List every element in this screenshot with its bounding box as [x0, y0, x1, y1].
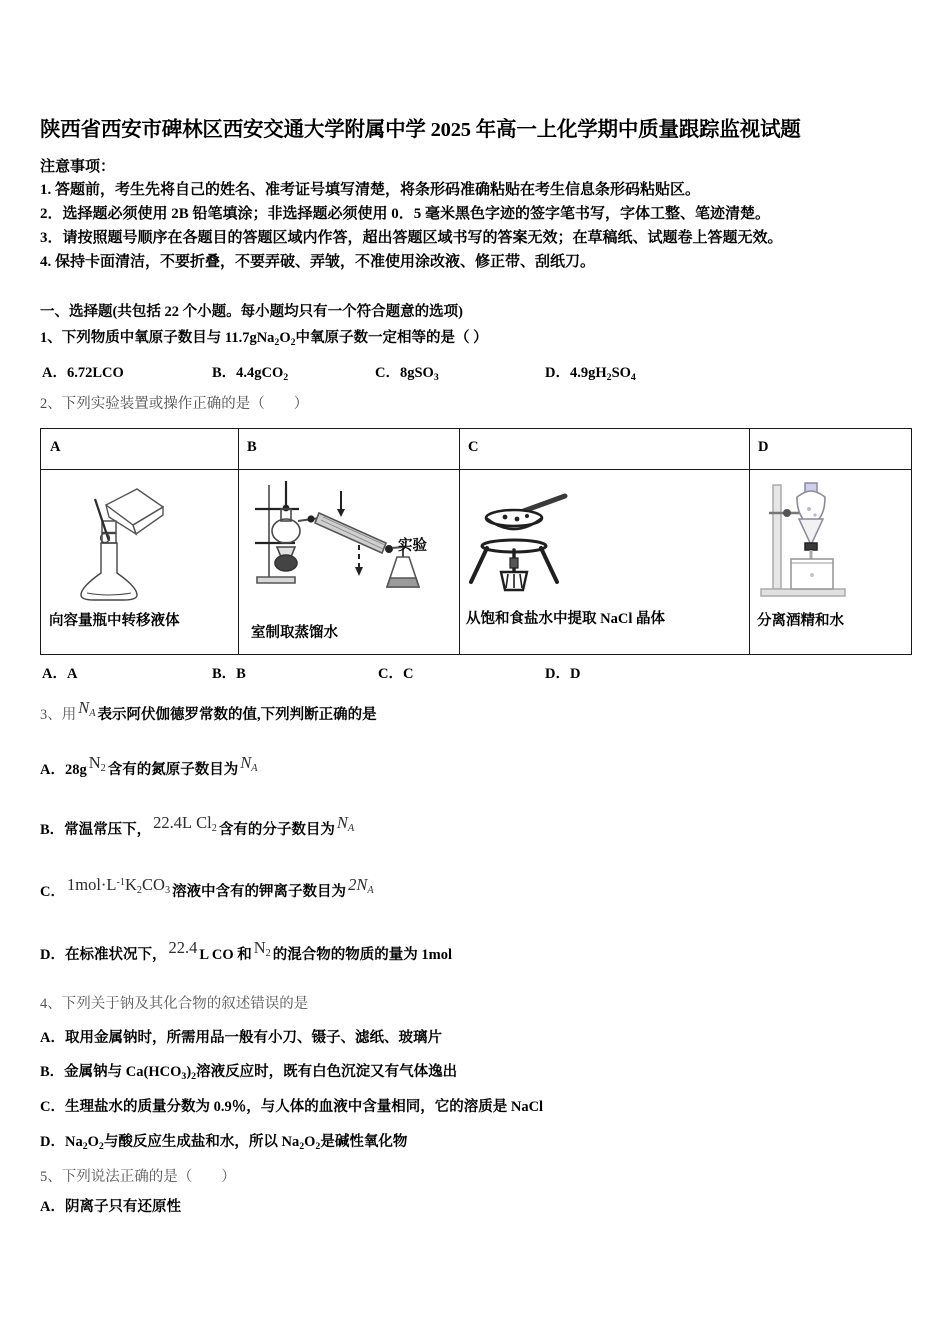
page-title: 陕西省西安市碑林区西安交通大学附属中学 2025 年高一上化学期中质量跟踪监视试题 [40, 119, 801, 141]
q3-math-na [76, 698, 97, 720]
question-4-option-c[interactable] [40, 1095, 543, 1116]
q3-opt-c-math3-sub: 3 [164, 885, 171, 897]
question-3-option-a[interactable] [40, 753, 260, 780]
q3-stem-post: 表示阿伏伽德罗常数的值,下列判断正确的是 [97, 707, 377, 723]
q4-opt-d-sub-2: 2 [98, 1140, 104, 1152]
q3-opt-b-math3-sub: A [347, 823, 355, 835]
q3-opt-a-math-n2 [87, 753, 108, 775]
q3-opt-a-pre: 28g [64, 762, 87, 778]
question-1-option-a[interactable] [42, 361, 124, 382]
q3-opt-d-mid: L CO 和 [199, 947, 252, 963]
q1-opt-d-sub-2: 4 [630, 371, 636, 383]
q1-stem-post: 中氧原子数一定相等的是（ ） [295, 330, 488, 346]
q3-opt-a-mid: 含有的氮原子数目为 [107, 762, 239, 778]
q4-opt-a-label: A． [40, 1030, 65, 1046]
q1-stem-pre: 1、下列物质中氧原子数目与 11.7gNa [40, 330, 275, 346]
q3-opt-c-math1-sup: -1 [116, 876, 125, 888]
question-2-stem: 2、下列实验装置或操作正确的是（ ） [40, 396, 309, 412]
q3-opt-d-math-n2 [252, 938, 273, 960]
q3-opt-a-math-base: N [88, 753, 101, 772]
q3-opt-b-math3-base: N [336, 813, 348, 832]
q1-stem-mid: O [279, 330, 291, 346]
question-4-option-d[interactable] [40, 1130, 407, 1152]
table-divider-c [459, 429, 460, 654]
question-1-stem [40, 326, 488, 348]
q1-sub-2: 2 [290, 336, 296, 348]
q3-opt-b-math-vol: 22.4L [153, 813, 193, 832]
question-5-stem [40, 1165, 236, 1186]
question-1-option-d[interactable] [545, 361, 636, 383]
separatory-funnel-stand-icon [753, 479, 863, 604]
q1-sub-1: 2 [274, 336, 280, 348]
q4-opt-b-mid: ) [186, 1064, 192, 1080]
q3-opt-c-mid: 溶液中含有的钾离子数目为 [172, 884, 347, 900]
table-header-b: B [247, 439, 257, 455]
q4-opt-b-pre: 金属钠与 Ca(HCO [64, 1064, 182, 1080]
q4-opt-c-text: 生理盐水的质量分数为 0.9％，与人体的血液中含量相同，它的溶质是 NaCl [64, 1099, 544, 1115]
q3-math-na-base: N [78, 698, 90, 717]
q3-opt-b-label: B． [40, 822, 65, 838]
q1-opt-c-label: C． [375, 365, 400, 381]
table-header-c: C [468, 439, 479, 455]
q3-opt-c-math3-base: CO [142, 875, 165, 894]
q5-opt-a-text: 阴离子只有还原性 [64, 1199, 181, 1215]
notice-heading: 注意事项： [40, 159, 116, 175]
q3-opt-c-math4-sub: A [367, 885, 374, 897]
q3-math-na-sub: A [89, 708, 96, 720]
q3-opt-a-math2-sub: A [251, 763, 258, 775]
q3-stem-pre: 3、用 [40, 707, 77, 723]
q3-opt-d-label: D． [40, 947, 65, 963]
q3-opt-b-mid: 含有的分子数目为 [218, 822, 335, 838]
q3-opt-b-math2-base: Cl [196, 813, 212, 832]
q3-opt-d-math2-sub: 2 [265, 948, 271, 960]
evaporating-dish-tripod-icon [469, 484, 579, 599]
question-3-option-d[interactable] [40, 938, 452, 965]
q3-opt-d-math2-base: N [253, 938, 266, 957]
q4-opt-d-sub-3: 2 [299, 1140, 305, 1152]
q5-stem-text: 5、下列说法正确的是（ ） [40, 1169, 236, 1185]
question-3-option-c[interactable] [40, 875, 376, 902]
q4-opt-b-post: 溶液反应时，既有白色沉淀又有气体逸出 [196, 1064, 458, 1080]
q3-opt-c-math2-sub: 2 [136, 885, 143, 897]
q4-opt-d-mid-2: 与酸反应生成盐和水，所以 Na [103, 1134, 300, 1150]
q3-opt-c-math4-base: 2N [348, 875, 368, 894]
q3-opt-d-post: 的混合物的物质的量为 1mol [272, 947, 452, 963]
q1-opt-c-text: 8gSO [399, 365, 434, 381]
q1-opt-c-sub: 3 [433, 371, 439, 383]
volumetric-flask-transfer-icon [59, 481, 179, 601]
q3-opt-a-label: A． [40, 762, 65, 778]
notice-line-2: 2．选择题必须使用 2B 铅笔填涂；非选择题必须使用 0．5 毫米黑色字迹的签字笔书写，字体工整、笔迹清楚。 [40, 206, 771, 222]
q3-opt-c-math1-base: 1mol·L [66, 875, 117, 894]
q4-opt-d-pre: Na [64, 1134, 83, 1150]
q3-opt-d-pre: 在标准状况下， [64, 947, 167, 963]
inline-label-shiyan: 实验 [398, 538, 427, 554]
table-caption-a: 向容量瓶中转移液体 [49, 613, 180, 629]
q3-opt-a-math-na [238, 753, 259, 775]
q4-opt-b-sub-1: 3 [181, 1070, 187, 1082]
q3-opt-a-math2-base: N [240, 753, 252, 772]
notice-line-1: 1. 答题前，考生先将自己的姓名、准考证号填写清楚，将条形码准确粘贴在考生信息条形码粘贴区。 [40, 182, 701, 198]
q4-opt-d-post: 是碱性氧化物 [320, 1134, 408, 1150]
question-3-stem [40, 698, 377, 725]
q3-opt-d-math-vol: 22.4 [168, 938, 198, 957]
q5-opt-a-label: A． [40, 1199, 65, 1215]
q4-opt-d-mid-3: O [304, 1134, 316, 1150]
q3-opt-b-math-na [335, 813, 356, 835]
q1-opt-d-mid: SO [611, 365, 631, 381]
q4-opt-a-text: 取用金属钠时，所需用品一般有小刀、镊子、滤纸、玻璃片 [64, 1030, 442, 1046]
q3-opt-a-math-sub: 2 [100, 763, 106, 775]
q3-opt-c-math-2na [346, 875, 376, 897]
q3-opt-b-math-cl2 [194, 813, 219, 835]
table-caption-b: 室制取蒸馏水 [251, 625, 338, 641]
q1-opt-b-text: 4.4gCO [236, 365, 284, 381]
q3-opt-c-math-conc [65, 875, 172, 897]
question-2-option-c[interactable]: C．C [378, 666, 414, 682]
q3-opt-b-math2-sub: 2 [211, 823, 217, 835]
q1-opt-d-sub-1: 2 [606, 371, 612, 383]
question-5-option-a[interactable] [40, 1195, 181, 1216]
q4-opt-d-mid-1: O [87, 1134, 99, 1150]
question-4-option-a[interactable] [40, 1026, 442, 1047]
table-header-a: A [50, 439, 61, 455]
notice-line-4: 4. 保持卡面清洁，不要折叠，不要弄破、弄皱，不准使用涂改液、修正带、刮纸刀。 [40, 254, 596, 270]
q4-opt-b-label: B． [40, 1064, 65, 1080]
q1-opt-b-label: B． [212, 365, 237, 381]
question-1-option-b[interactable] [212, 361, 288, 383]
question-3-option-b[interactable] [40, 813, 356, 840]
q4-opt-d-label: D． [40, 1134, 65, 1150]
question-4-stem [40, 992, 308, 1013]
q3-opt-c-math2-base: K [125, 875, 137, 894]
table-caption-c: 从饱和食盐水中提取 NaCl 晶体 [466, 611, 665, 627]
q4-opt-b-sub-2: 2 [191, 1070, 197, 1082]
apparatus-table [40, 428, 912, 655]
q4-opt-d-sub-1: 2 [82, 1140, 88, 1152]
question-2-option-a[interactable]: A．A [42, 666, 78, 682]
question-2-option-d[interactable]: D．D [545, 666, 581, 682]
table-divider-b [238, 429, 239, 654]
q1-opt-b-sub: 2 [283, 371, 289, 383]
question-2-option-b[interactable]: B．B [212, 666, 246, 682]
q1-opt-a-text: 6.72LCO [66, 365, 124, 381]
notice-line-3: 3．请按照题号顺序在各题目的答题区域内作答，超出答题区域书写的答案无效；在草稿纸、试题卷上答题无效。 [40, 230, 783, 246]
q4-opt-d-sub-4: 2 [315, 1140, 321, 1152]
q1-opt-d-text: 4.9gH [569, 365, 607, 381]
q1-opt-d-label: D． [545, 365, 570, 381]
question-1-option-c[interactable] [375, 361, 439, 383]
table-header-rule [41, 469, 911, 470]
section-heading: 一、选择题(共包括 22 个小题。每小题均只有一个符合题意的选项) [40, 304, 463, 320]
q1-opt-a-label: A． [42, 365, 67, 381]
table-header-d: D [758, 439, 769, 455]
question-4-option-b[interactable] [40, 1060, 457, 1082]
q3-opt-c-label: C． [40, 884, 65, 900]
table-divider-d [749, 429, 750, 654]
q4-opt-c-label: C． [40, 1099, 65, 1115]
q3-opt-b-pre: 常温常压下， [64, 822, 152, 838]
table-caption-d: 分离酒精和水 [757, 613, 844, 629]
q4-stem-text: 4、下列关于钠及其化合物的叙述错误的是 [40, 996, 309, 1012]
